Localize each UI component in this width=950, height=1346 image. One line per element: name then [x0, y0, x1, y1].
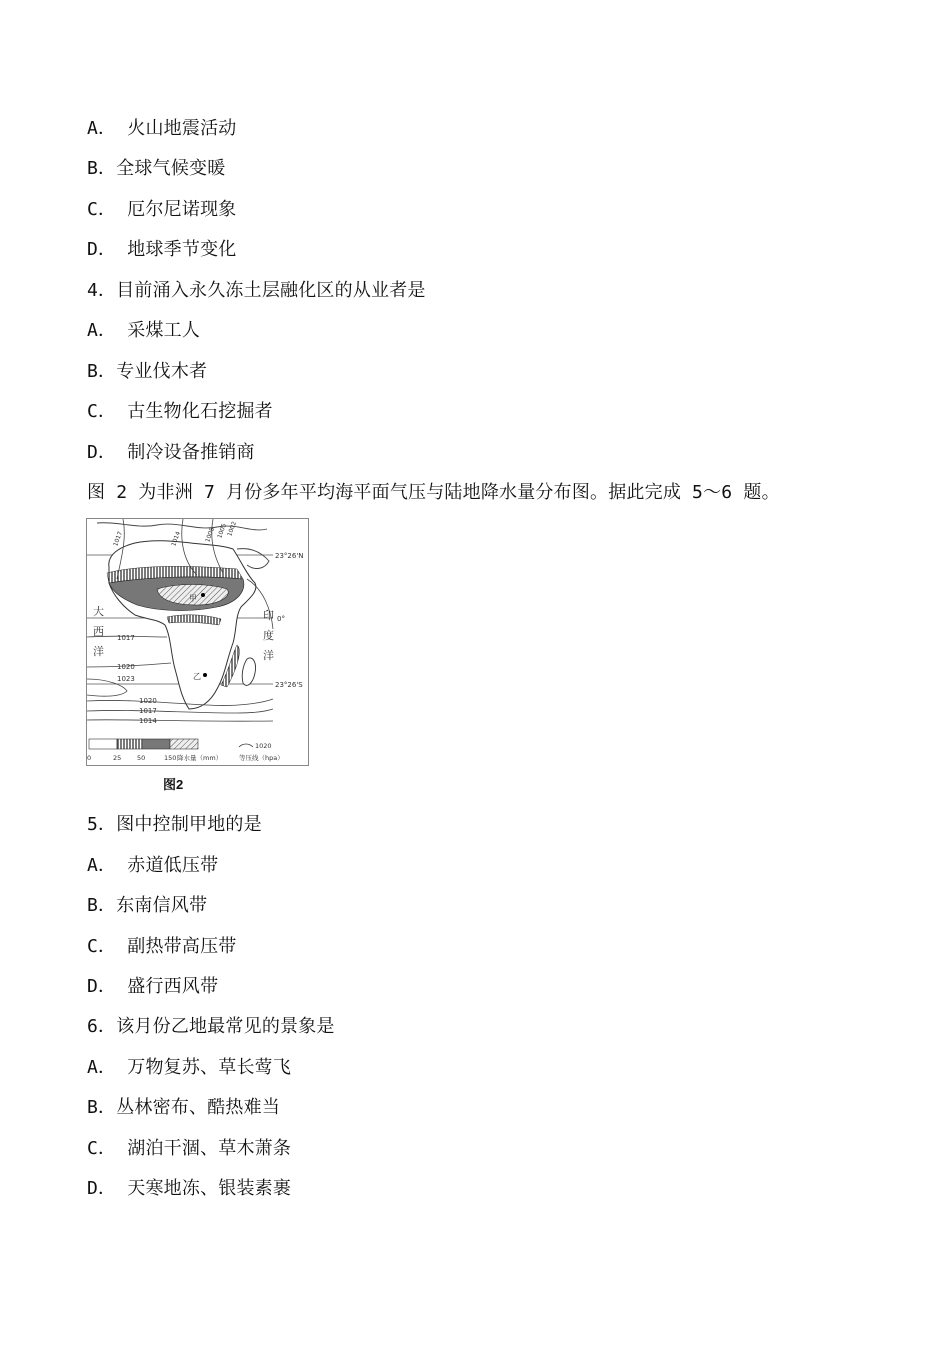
label-iso-1017-b: 1017 — [139, 707, 157, 715]
option-5c: C． 副热带高压带 — [87, 936, 237, 957]
figure-intro: 图 2 为非洲 7 月份多年平均海平面气压与陆地降水量分布图。据此完成 5～6 题。 — [87, 482, 780, 503]
legend-tick-25: 25 — [113, 754, 122, 762]
option-3c: C． 厄尔尼诺现象 — [87, 199, 237, 220]
map-legend — [87, 739, 284, 762]
option-3a: A． 火山地震活动 — [87, 118, 237, 139]
question-6-stem: 6．该月份乙地最常见的景象是 — [87, 1016, 335, 1037]
legend-tick-0: 0 — [87, 754, 92, 762]
label-iso-top-5: 1002 — [226, 520, 239, 538]
label-yang: 洋 — [93, 645, 104, 658]
label-iso-1023: 1023 — [117, 675, 135, 683]
label-iso-1017-a: 1017 — [117, 634, 135, 642]
label-iso-top-3: 1008 — [204, 526, 217, 544]
option-4c: C． 古生物化石挖掘者 — [87, 401, 273, 422]
point-jia — [201, 593, 205, 597]
point-yi — [203, 673, 207, 677]
option-4b: B．专业伐木者 — [87, 361, 208, 382]
question-4-stem: 4．目前涌入永久冻土层融化区的从业者是 — [87, 280, 426, 301]
option-5d: D． 盛行西风带 — [87, 976, 219, 997]
isobar-1020-b — [87, 699, 273, 706]
label-iso-top-2: 1014 — [170, 530, 183, 548]
legend-swatch-150-plus — [170, 739, 198, 749]
legend-tick-150: 150 — [164, 754, 177, 762]
label-xi: 西 — [93, 625, 104, 638]
madagascar — [242, 658, 255, 685]
figure-caption: 图2 — [163, 777, 184, 792]
option-3b: B．全球气候变暖 — [87, 158, 226, 179]
legend-tick-50: 50 — [137, 754, 146, 762]
legend-iso-value: 1020 — [255, 742, 272, 750]
option-6a: A． 万物复苏、草长莺飞 — [87, 1057, 292, 1078]
option-4d: D． 制冷设备推销商 — [87, 442, 255, 463]
label-yang2: 洋 — [263, 649, 274, 662]
option-6d: D． 天寒地冻、银装素裹 — [87, 1178, 292, 1199]
africa-pressure-precip-map — [86, 518, 309, 766]
label-lat-n: 23°26'N — [275, 552, 304, 560]
label-iso-top-4: 1005 — [216, 522, 229, 540]
option-5a: A． 赤道低压带 — [87, 855, 219, 876]
question-5-stem: 5．图中控制甲地的是 — [87, 814, 262, 835]
label-iso-1020-b: 1020 — [139, 697, 157, 705]
option-4a: A． 采煤工人 — [87, 320, 201, 341]
label-yi: 乙 — [193, 672, 201, 681]
legend-swatch-50-150 — [142, 739, 170, 749]
isobar-1014 — [87, 720, 273, 721]
legend-iso-label: 等压线（hpa） — [239, 754, 284, 762]
label-iso-1014: 1014 — [139, 717, 157, 725]
legend-swatch-25-50 — [117, 739, 142, 749]
label-lat-s: 23°26'S — [275, 681, 303, 689]
label-equator: 0° — [277, 615, 285, 623]
legend-swatch-0-25 — [89, 739, 117, 749]
option-6c: C． 湖泊干涸、草木萧条 — [87, 1138, 292, 1159]
label-iso-1020-a: 1020 — [117, 663, 135, 671]
label-da: 大 — [93, 605, 104, 618]
label-iso-top-1: 1017 — [112, 530, 125, 548]
isobar-1017-b — [87, 709, 273, 713]
option-3d: D． 地球季节变化 — [87, 239, 237, 260]
legend-precip-label: 降水量（mm） — [177, 754, 223, 762]
option-5b: B．东南信风带 — [87, 895, 208, 916]
label-jia: 甲 — [189, 594, 197, 603]
legend-isobar-sample — [239, 744, 253, 747]
label-yin: 印 — [263, 609, 274, 622]
label-du: 度 — [263, 629, 274, 642]
option-6b: B．丛林密布、酷热难当 — [87, 1097, 281, 1118]
